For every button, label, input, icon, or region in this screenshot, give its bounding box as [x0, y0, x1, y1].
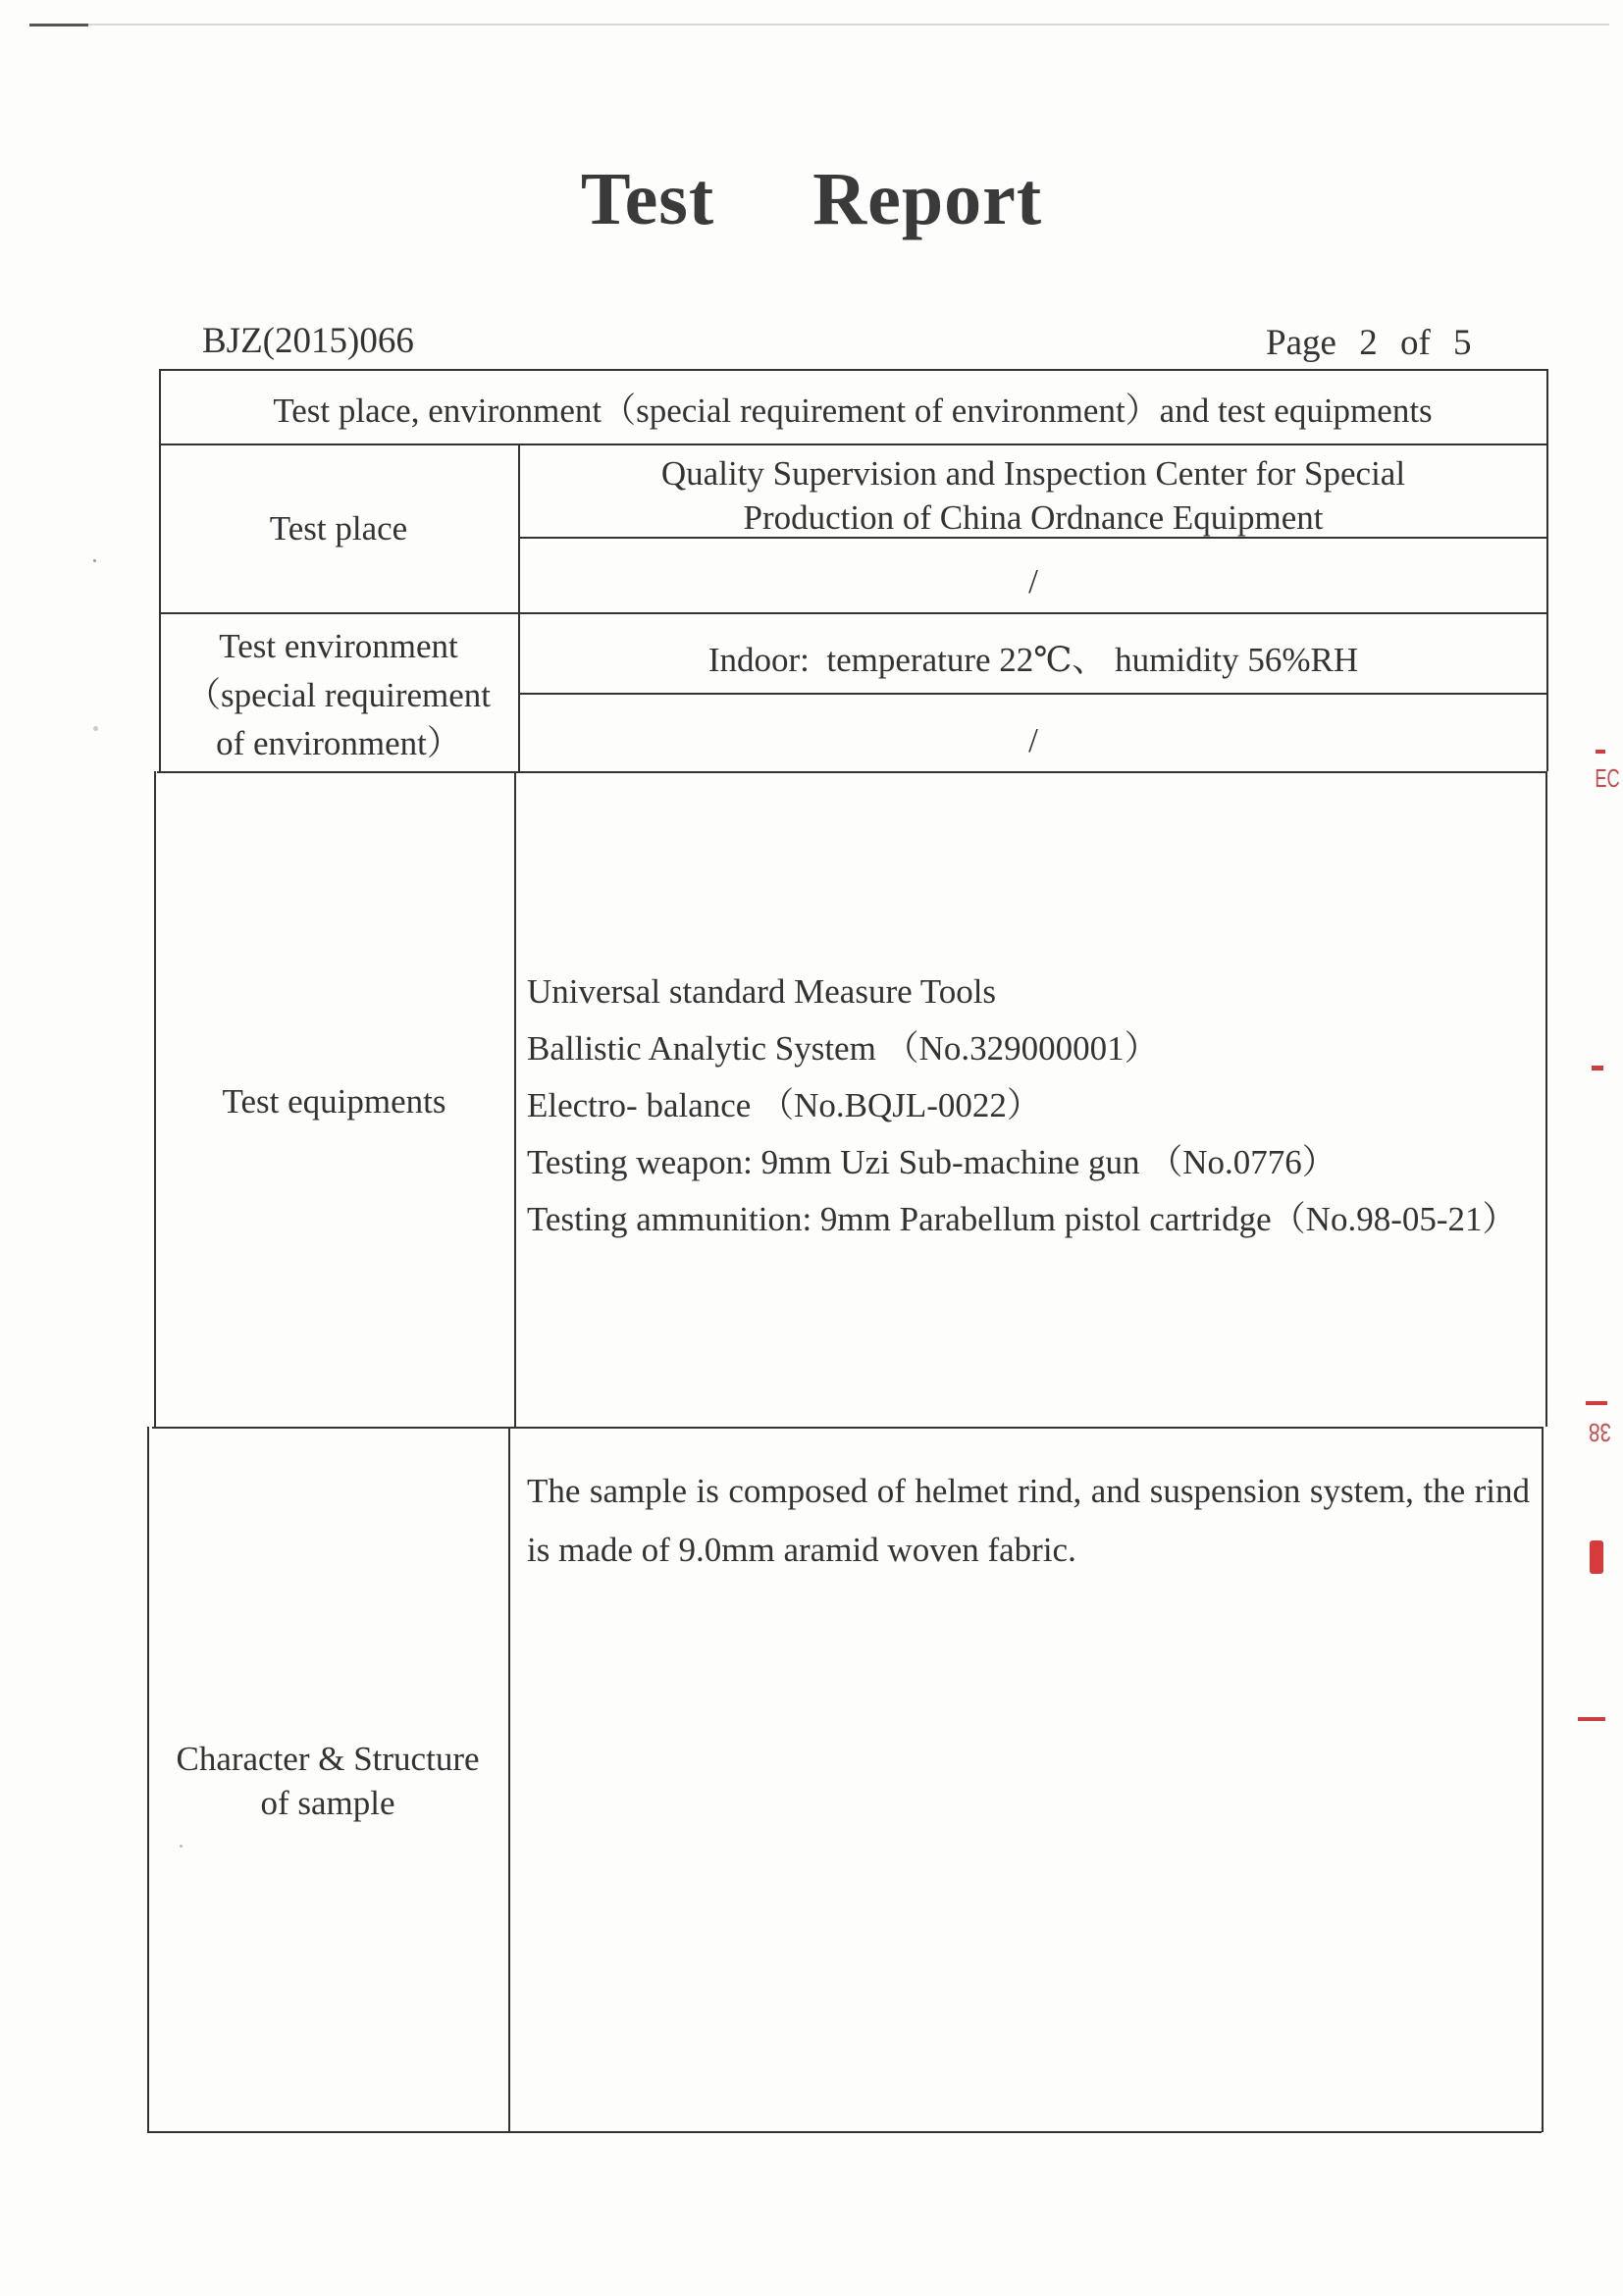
test-environment-label-line2: （special requirement — [185, 676, 491, 714]
table-rule-env — [157, 771, 1546, 773]
table-rule-env-inner — [518, 693, 1546, 695]
list-item: Universal standard Measure Tools — [527, 972, 997, 1011]
list-item: Testing ammunition: 9mm Parabellum pistol cartridge（No.98-05-21） — [527, 1200, 1517, 1238]
test-environment-label-line1: Test environment — [219, 627, 458, 665]
list-item: Electro- balance （No.BQJL-0022） — [527, 1086, 1041, 1124]
character-structure-label-line1: Character & Structure — [176, 1740, 480, 1778]
table-rule-header — [159, 444, 1546, 445]
table-divider-c — [508, 1427, 510, 2132]
list-item: Testing weapon: 9mm Uzi Sub-machine gun （No.0776） — [527, 1143, 1336, 1181]
test-equipments-label: Test equipments — [222, 1082, 446, 1121]
scan-speck — [93, 726, 98, 731]
table-border-right-c — [1542, 1427, 1544, 2132]
test-environment-extra: / — [1028, 721, 1038, 759]
stamp-mark-top — [1596, 750, 1605, 754]
page-total: 5 — [1453, 323, 1472, 363]
stamp-text-top: EC — [1595, 763, 1620, 793]
test-place-value-line2: Production of China Ordnance Equipment — [743, 498, 1324, 537]
test-environment-label-line3: of environment） — [216, 724, 461, 762]
title-word-test: Test — [580, 158, 715, 240]
stamp-mark-bottom — [1578, 1717, 1605, 1721]
scan-speck — [93, 559, 96, 562]
table-divider-b — [514, 771, 516, 1427]
test-environment-value: Indoor: temperature 22℃、 humidity 56%RH — [707, 641, 1359, 679]
scan-speck — [180, 1845, 183, 1848]
table-rule-equip — [152, 1427, 1544, 1429]
test-equipments-list — [527, 964, 1538, 1248]
character-structure-description: The sample is composed of helmet rind, and suspension system, the rind is made of 9.0mm aramid woven fabric. — [527, 1472, 1530, 1569]
stamp-mark-blot — [1590, 1540, 1603, 1574]
list-item: Ballistic Analytic System （No.329000001） — [527, 1029, 1159, 1068]
page-current: 2 — [1359, 323, 1378, 363]
table-border-right-b — [1545, 771, 1547, 1427]
stamp-mark-lower — [1586, 1401, 1607, 1405]
character-structure-label-line2: of sample — [260, 1784, 395, 1822]
stamp-mark-mid — [1592, 1066, 1603, 1070]
page-of: of — [1399, 323, 1431, 363]
stamp-text-bottom: 38 — [1588, 1418, 1612, 1447]
table-border-right-a — [1546, 369, 1548, 771]
table-border-top — [159, 369, 1546, 371]
title-word-report: Report — [812, 158, 1043, 240]
test-place-value-line1: Quality Supervision and Inspection Center for Special — [660, 454, 1406, 493]
test-place-extra: / — [1028, 562, 1038, 600]
table-border-bottom — [147, 2131, 1542, 2133]
test-place-label: Test place — [269, 509, 408, 548]
table-rule-place — [159, 612, 1546, 614]
page-label: Page — [1266, 323, 1336, 363]
section-header: Test place, environment（special requirement of environment）and test equipments — [273, 391, 1433, 430]
document-number: BJZ(2015)066 — [202, 321, 414, 361]
